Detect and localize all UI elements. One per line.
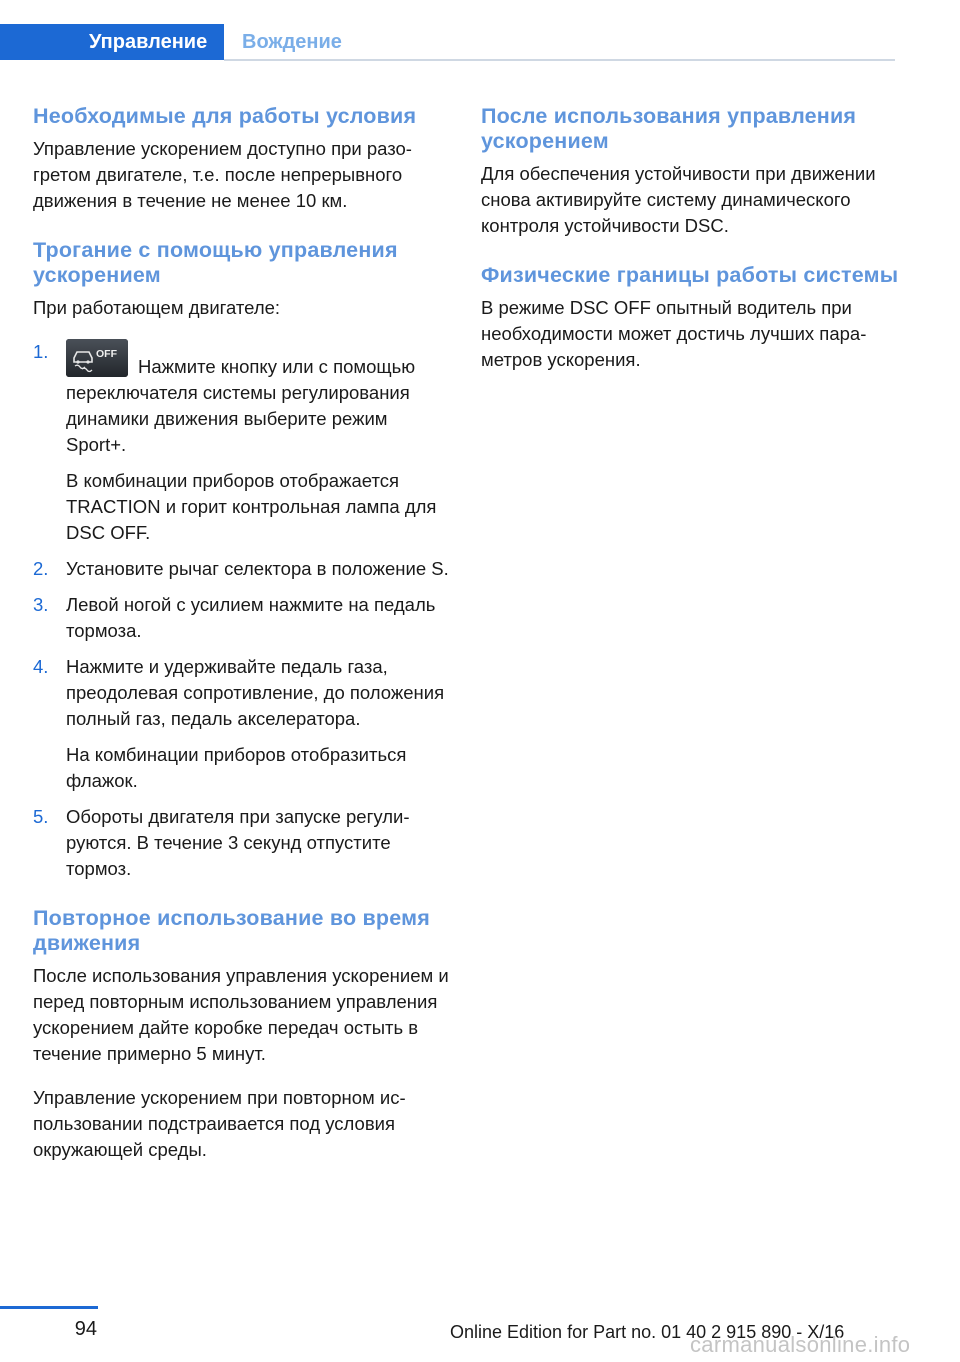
paragraph-reuse-2: Управление ускорением при повторном использовании подстраивается под условия окружающей среды. — [33, 1087, 406, 1160]
left-column — [33, 104, 451, 1181]
dsc-off-icon — [66, 339, 128, 377]
launch-steps-list — [33, 339, 451, 882]
header-divider — [224, 59, 895, 61]
section-heading-launch: Трогание с помощью управления ускорением — [33, 238, 398, 287]
right-column — [481, 104, 899, 391]
edition-info: Online Edition for Part no. 01 40 2 915 890 - X/16 — [450, 1322, 845, 1342]
step-number: 3. — [33, 594, 49, 615]
list-item — [33, 592, 451, 644]
page-header — [0, 24, 895, 62]
paragraph-reuse-1: После использования управления ускорением и перед повторным использованием управления ускорением дайте коробке передач остыть в течение примерно 5 минут. — [33, 965, 449, 1064]
tab-control[interactable]: Управление — [0, 24, 224, 60]
paragraph-requirements: Управление ускорением доступно при разогретом двигателе, т.е. после непрерывного движения в течение не менее 10 км. — [33, 138, 412, 211]
step-text: Левой ногой с усилием нажмите на педаль тормоза. — [66, 594, 436, 641]
step-number: 2. — [33, 558, 49, 579]
page-number: 94 — [74, 1318, 97, 1340]
dsc-off-icon-label: OFF — [96, 348, 117, 360]
tab-driving[interactable]: Вождение — [242, 31, 342, 53]
list-item — [33, 339, 451, 546]
paragraph-engine-running: При работающем двигателе: — [33, 297, 281, 318]
step-number: 4. — [33, 656, 49, 677]
step-text: Обороты двигателя при запуске регулируются. В течение 3 секунд отпустите тормоз. — [66, 806, 410, 879]
step-note: На комбинации приборов отобразиться флажок. — [66, 744, 407, 791]
step-note: В комбинации приборов отображается TRACTION и горит контрольная лампа для DSC OFF. — [66, 470, 437, 543]
step-text: Нажмите кнопку или с помощью переключателя системы регулирования динамики движения выберите режим Sport+. — [66, 356, 416, 455]
section-heading-reuse: Повторное использование во время движения — [33, 906, 430, 955]
watermark: carmanualsonline.info — [690, 1332, 911, 1357]
step-text: Установите рычаг селектора в положение S. — [66, 558, 449, 579]
list-item — [33, 804, 451, 882]
list-item — [33, 556, 451, 582]
paragraph-after-use: Для обеспечения устойчивости при движении снова активируйте систему динамического контроля устойчивости DSC. — [481, 163, 876, 236]
section-heading-requirements: Необходимые для работы условия — [33, 104, 417, 128]
step-number: 1. — [33, 341, 49, 362]
step-text: Нажмите и удерживайте педаль газа, преодолевая сопротивление, до положения полный газ, педаль акселератора. — [66, 656, 445, 729]
section-heading-limits: Физические границы работы системы — [481, 263, 899, 287]
footer-rule — [0, 1306, 98, 1309]
step-number: 5. — [33, 806, 49, 827]
list-item — [33, 654, 451, 794]
paragraph-limits: В режиме DSC OFF опытный водитель при необходимости может достичь лучших параметров ускорения. — [481, 297, 867, 370]
section-heading-after-use: После использования управления ускорением — [481, 104, 857, 153]
